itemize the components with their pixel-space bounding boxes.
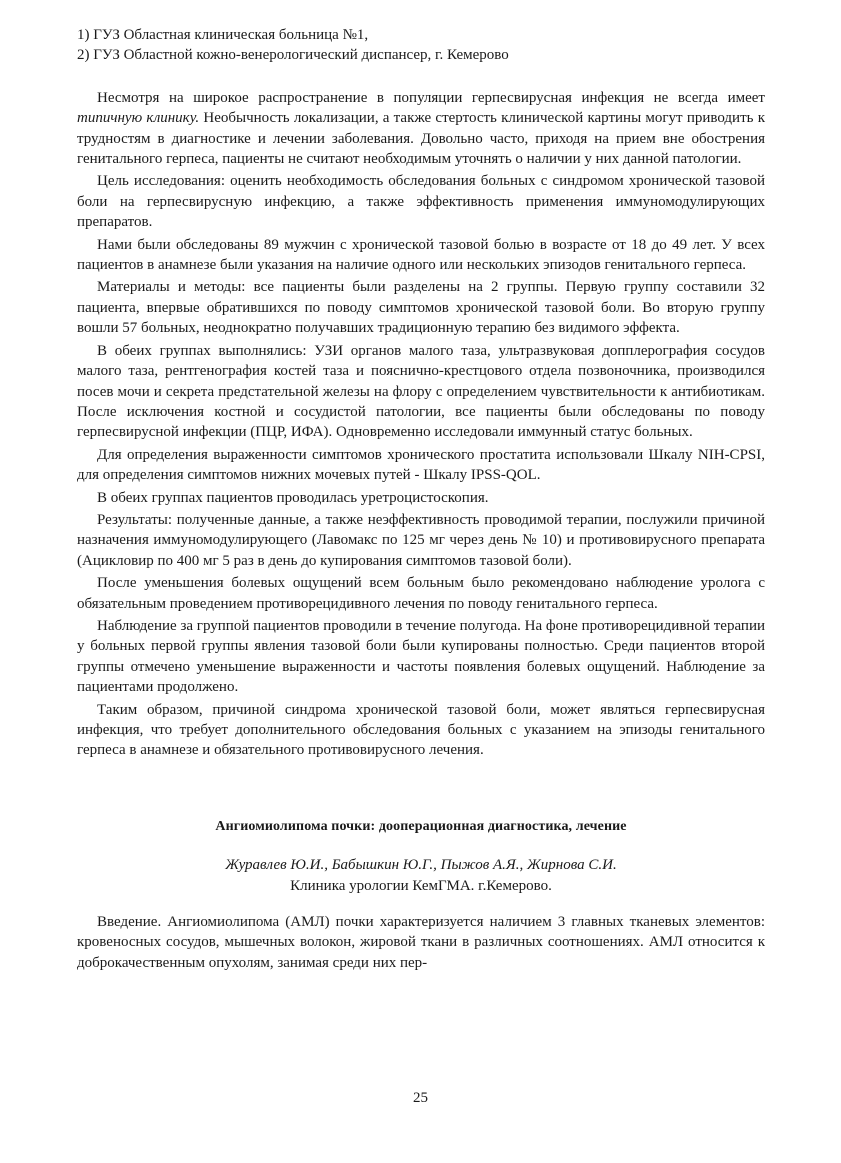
paragraph-follow-up: После уменьшения болевых ощущений всем больным было рекомендовано наблюдение уролога с обязательным проведением противорецидивного лечения по поводу генитального герпеса. [77, 575, 765, 612]
paragraph-aim: Цель исследования: оценить необходимость обследования больных с синдромом хронической тазовой боли на герпесвирусную инфекцию, а также эффективность применения иммуномодулирующих препаратов. [77, 173, 765, 231]
affiliation-1: 1) ГУЗ Областная клиническая больница №1, [77, 27, 369, 43]
intro-text-1: Несмотря на широкое распространение в популяции герпесвирусная инфекция не всегда имеет [97, 89, 765, 106]
article-page [77, 25, 765, 973]
paragraph-observation: Наблюдение за группой пациентов проводили в течение полугода. На фоне противорецидивной терапии у больных первой группы явления тазовой боли были купированы полностью. Среди пациентов второй группы отмечено уменьшение выраженности и частоты появления болевых ощущений. Наблюдение за пациентами продолжено. [77, 617, 765, 696]
section-authors: Журавлев Ю.И., Бабышкин Ю.Г., Пыжов А.Я., Жирнова С.И. [225, 857, 617, 874]
paragraph-examinations: В обеих группах выполнялись: УЗИ органов малого таза, ультразвуковая допплерография сосудов малого таза, рентгенография костей таза и пояснично-крестцового отдела позвоночника, производился посев мочи и секрета предстательной железы на флору с определением чувствительности к антибиотикам. После исключения костной и сосудистой патологии, все пациенты были обследованы по поводу герпесвирусной инфекции (ПЦР, ИФА). Одновременно исследовали иммунный статус больных. [77, 342, 765, 441]
intro-italic-text: типичную клинику. [77, 110, 200, 127]
section-intro-paragraph: Введение. Ангиомиолипома (АМЛ) почки характеризуется наличием 3 главных тканевых элементов: кровеносных сосудов, мышечных волокон, жировой ткани в различных соотношениях. АМЛ относится к доброкачественным опухолям, занимая среди них пер- [77, 914, 765, 971]
intro-paragraph [77, 88, 765, 170]
paragraph-cystoscopy: В обеих группах пациентов проводилась уретроцистоскопия. [97, 489, 489, 506]
affiliations [77, 25, 765, 66]
paragraph-patients: Нами были обследованы 89 мужчин с хронической тазовой болью в возрасте от 18 до 49 лет. У всех пациентов в анамнезе были указания на наличие одного или нескольких эпизодов генитального герпеса. [77, 236, 765, 274]
intro-text-2: Необычность локализации, а также стертость клинической картины могут приводить к трудностям в диагностике и лечении заболевания. Довольно часто, приходя на прием вне обострения генитального герпеса, пациенты не считают необходимым уточнять о наличии у них данной патологии. [77, 110, 765, 168]
page-number: 25 [413, 1090, 428, 1106]
section-title: Ангиомиолипома почки: дооперационная диагностика, лечение [215, 818, 627, 834]
affiliation-2: 2) ГУЗ Областной кожно-венерологический диспансер, г. Кемерово [77, 47, 509, 64]
paragraph-methods: Материалы и методы: все пациенты были разделены на 2 группы. Первую группу составили 32 пациента, впервые обратившихся по поводу симптомов хронической тазовой боли. Во вторую группу вошли 57 больных, неоднократно получавших традиционную терапию без видимого эффекта. [77, 279, 765, 337]
section-affiliation: Клиника урологии КемГМА. г.Кемерово. [290, 877, 552, 894]
paragraph-scales: Для определения выраженности симптомов хронического простатита использовали Шкалу NIH-CPSI, для определения симптомов нижних мочевых путей - Шкалу IPSS-QOL. [77, 446, 765, 484]
paragraph-results: Результаты: полученные данные, а также неэффективность проводимой терапии, послужили причиной назначения иммуномодулирующего (Лавомакс по 125 мг через день № 10) и противовирусного препарата (Ацикловир по 400 мг 5 раз в день до купирования симптомов тазовой боли). [77, 511, 765, 569]
paragraph-conclusion: Таким образом, причиной синдрома хронической тазовой боли, может являться герпесвирусная инфекция, что требует дополнительного обследования больных с указанием на эпизоды генитального герпеса в анамнезе и обязательного противовирусного лечения. [77, 701, 765, 759]
